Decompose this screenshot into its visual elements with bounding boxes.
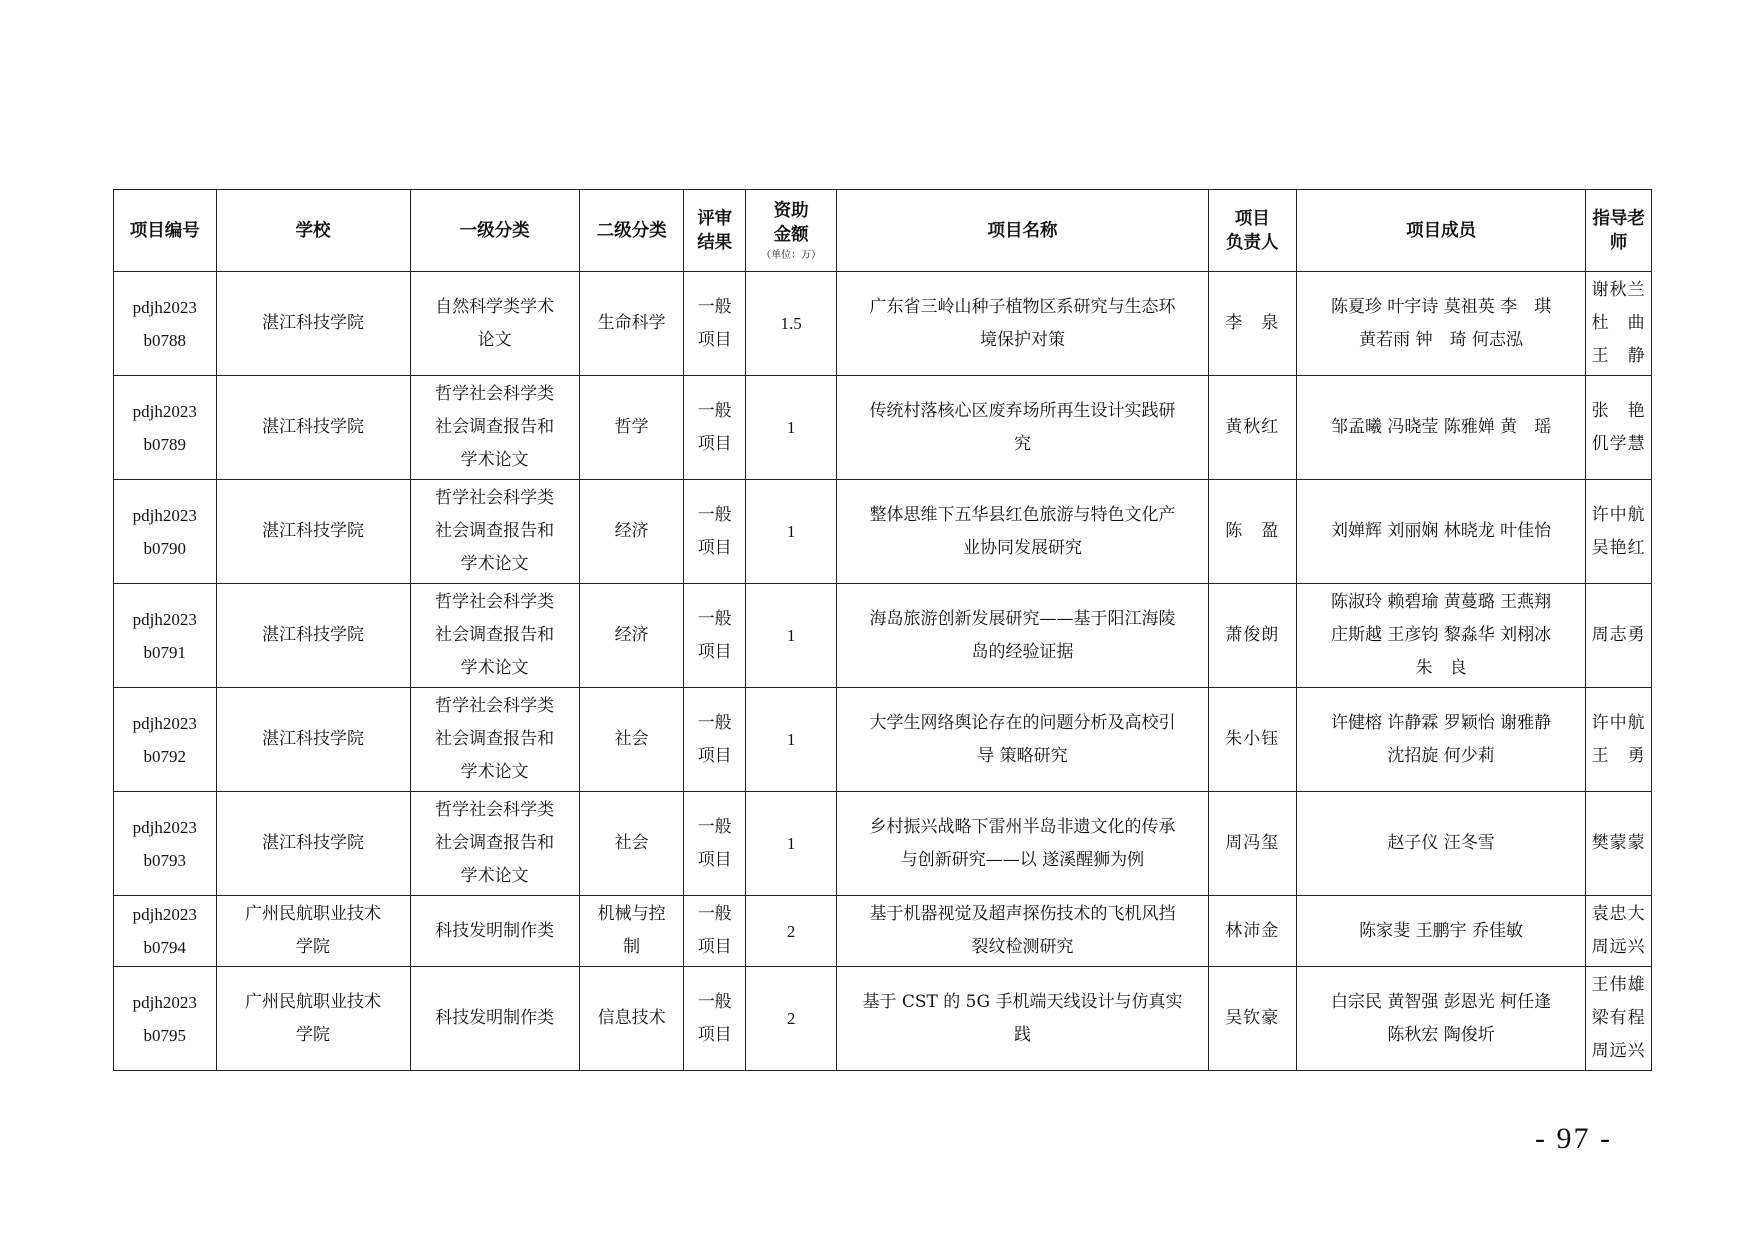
cell-members: 陈淑玲 赖碧瑜 黄蔓璐 王燕翔 庄斯越 王彦钧 黎淼华 刘栩冰 朱 良 xyxy=(1296,584,1585,688)
cell-category1: 科技发明制作类 xyxy=(410,967,579,1071)
cell-members: 邹孟曦 冯晓莹 陈雅婵 黄 瑶 xyxy=(1296,376,1585,480)
cell-leader: 林沛金 xyxy=(1208,896,1296,967)
cell-category2: 信息技术 xyxy=(579,967,684,1071)
cell-school: 湛江科技学院 xyxy=(216,688,410,792)
header-name: 项目名称 xyxy=(837,190,1208,272)
cell-school: 湛江科技学院 xyxy=(216,480,410,584)
cell-result: 一般 项目 xyxy=(684,480,746,584)
cell-amount: 1 xyxy=(745,792,836,896)
cell-result: 一般 项目 xyxy=(684,584,746,688)
cell-mentor: 许中航 吴艳红 xyxy=(1586,480,1652,584)
cell-project-name: 整体思维下五华县红色旅游与特色文化产 业协同发展研究 xyxy=(837,480,1208,584)
cell-school: 湛江科技学院 xyxy=(216,584,410,688)
cell-code: pdjh2023 b0791 xyxy=(114,584,217,688)
header-code: 项目编号 xyxy=(114,190,217,272)
cell-category1: 自然科学类学术 论文 xyxy=(410,272,579,376)
cell-project-name: 乡村振兴战略下雷州半岛非遗文化的传承 与创新研究——以 遂溪醒狮为例 xyxy=(837,792,1208,896)
cell-school: 湛江科技学院 xyxy=(216,792,410,896)
cell-code: pdjh2023 b0790 xyxy=(114,480,217,584)
cell-members: 白宗民 黄智强 彭恩光 柯任逢 陈秋宏 陶俊圻 xyxy=(1296,967,1585,1071)
cell-amount: 1 xyxy=(745,688,836,792)
cell-mentor: 樊蒙蒙 xyxy=(1586,792,1652,896)
header-result: 评审 结果 xyxy=(684,190,746,272)
cell-result: 一般 项目 xyxy=(684,272,746,376)
cell-result: 一般 项目 xyxy=(684,688,746,792)
cell-result: 一般 项目 xyxy=(684,896,746,967)
cell-category2: 经济 xyxy=(579,584,684,688)
cell-result: 一般 项目 xyxy=(684,967,746,1071)
cell-amount: 1 xyxy=(745,584,836,688)
cell-members: 陈家斐 王鹏宇 乔佳敏 xyxy=(1296,896,1585,967)
cell-project-name: 传统村落核心区废弃场所再生设计实践研 究 xyxy=(837,376,1208,480)
cell-category1: 哲学社会科学类 社会调查报告和 学术论文 xyxy=(410,480,579,584)
cell-school: 广州民航职业技术 学院 xyxy=(216,967,410,1071)
cell-category1: 哲学社会科学类 社会调查报告和 学术论文 xyxy=(410,688,579,792)
cell-mentor: 王伟雄 梁有程 周远兴 xyxy=(1586,967,1652,1071)
cell-mentor: 谢秋兰 杜 曲 王 静 xyxy=(1586,272,1652,376)
header-category2: 二级分类 xyxy=(579,190,684,272)
cell-members: 陈夏珍 叶宇诗 莫祖英 李 琪 黄若雨 钟 琦 何志泓 xyxy=(1296,272,1585,376)
cell-category2: 社会 xyxy=(579,688,684,792)
table-row xyxy=(114,967,1652,1071)
cell-code: pdjh2023 b0789 xyxy=(114,376,217,480)
header-amount-unit: （单位：万） xyxy=(761,249,822,261)
cell-leader: 李 泉 xyxy=(1208,272,1296,376)
cell-category2: 经济 xyxy=(579,480,684,584)
cell-category1: 哲学社会科学类 社会调查报告和 学术论文 xyxy=(410,376,579,480)
header-leader: 项目 负责人 xyxy=(1208,190,1296,272)
cell-members: 许健榕 许静霖 罗颖怡 谢雅静 沈招旋 何少莉 xyxy=(1296,688,1585,792)
cell-category1: 哲学社会科学类 社会调查报告和 学术论文 xyxy=(410,792,579,896)
cell-amount: 1.5 xyxy=(745,272,836,376)
cell-mentor: 袁忠大 周远兴 xyxy=(1586,896,1652,967)
cell-code: pdjh2023 b0793 xyxy=(114,792,217,896)
cell-leader: 周冯玺 xyxy=(1208,792,1296,896)
cell-project-name: 海岛旅游创新发展研究——基于阳江海陵 岛的经验证据 xyxy=(837,584,1208,688)
cell-project-name: 基于机器视觉及超声探伤技术的飞机风挡 裂纹检测研究 xyxy=(837,896,1208,967)
cell-project-name: 广东省三岭山种子植物区系研究与生态环 境保护对策 xyxy=(837,272,1208,376)
cell-mentor: 张 艳 仉学慧 xyxy=(1586,376,1652,480)
header-school: 学校 xyxy=(216,190,410,272)
cell-amount: 2 xyxy=(745,967,836,1071)
page-number: - 97 - xyxy=(1535,1122,1612,1155)
cell-school: 广州民航职业技术 学院 xyxy=(216,896,410,967)
table-row xyxy=(114,584,1652,688)
cell-amount: 1 xyxy=(745,480,836,584)
cell-amount: 2 xyxy=(745,896,836,967)
cell-school: 湛江科技学院 xyxy=(216,376,410,480)
cell-leader: 黄秋红 xyxy=(1208,376,1296,480)
table-header-row xyxy=(114,190,1652,272)
cell-category2: 机械与控 制 xyxy=(579,896,684,967)
cell-project-name: 大学生网络舆论存在的问题分析及高校引 导 策略研究 xyxy=(837,688,1208,792)
cell-project-name: 基于 CST 的 5G 手机端天线设计与仿真实 践 xyxy=(837,967,1208,1071)
header-amount: 资助 金额 （单位：万） xyxy=(745,190,836,272)
project-table xyxy=(113,189,1652,1071)
cell-mentor: 许中航 王 勇 xyxy=(1586,688,1652,792)
cell-category2: 哲学 xyxy=(579,376,684,480)
cell-leader: 吴钦豪 xyxy=(1208,967,1296,1071)
cell-code: pdjh2023 b0792 xyxy=(114,688,217,792)
cell-category2: 社会 xyxy=(579,792,684,896)
table-row xyxy=(114,480,1652,584)
cell-code: pdjh2023 b0795 xyxy=(114,967,217,1071)
header-category1: 一级分类 xyxy=(410,190,579,272)
cell-code: pdjh2023 b0788 xyxy=(114,272,217,376)
table-row xyxy=(114,792,1652,896)
cell-members: 赵子仪 汪冬雪 xyxy=(1296,792,1585,896)
cell-members: 刘婵辉 刘丽娴 林晓龙 叶佳怡 xyxy=(1296,480,1585,584)
cell-amount: 1 xyxy=(745,376,836,480)
header-members: 项目成员 xyxy=(1296,190,1585,272)
cell-leader: 陈 盈 xyxy=(1208,480,1296,584)
cell-code: pdjh2023 b0794 xyxy=(114,896,217,967)
table-row xyxy=(114,688,1652,792)
cell-school: 湛江科技学院 xyxy=(216,272,410,376)
cell-category2: 生命科学 xyxy=(579,272,684,376)
cell-category1: 哲学社会科学类 社会调查报告和 学术论文 xyxy=(410,584,579,688)
project-table-container xyxy=(113,189,1652,1071)
cell-result: 一般 项目 xyxy=(684,792,746,896)
cell-leader: 萧俊朗 xyxy=(1208,584,1296,688)
header-mentor: 指导老师 xyxy=(1586,190,1652,272)
table-row xyxy=(114,272,1652,376)
cell-leader: 朱小钰 xyxy=(1208,688,1296,792)
table-row xyxy=(114,896,1652,967)
cell-result: 一般 项目 xyxy=(684,376,746,480)
cell-category1: 科技发明制作类 xyxy=(410,896,579,967)
cell-mentor: 周志勇 xyxy=(1586,584,1652,688)
table-row xyxy=(114,376,1652,480)
